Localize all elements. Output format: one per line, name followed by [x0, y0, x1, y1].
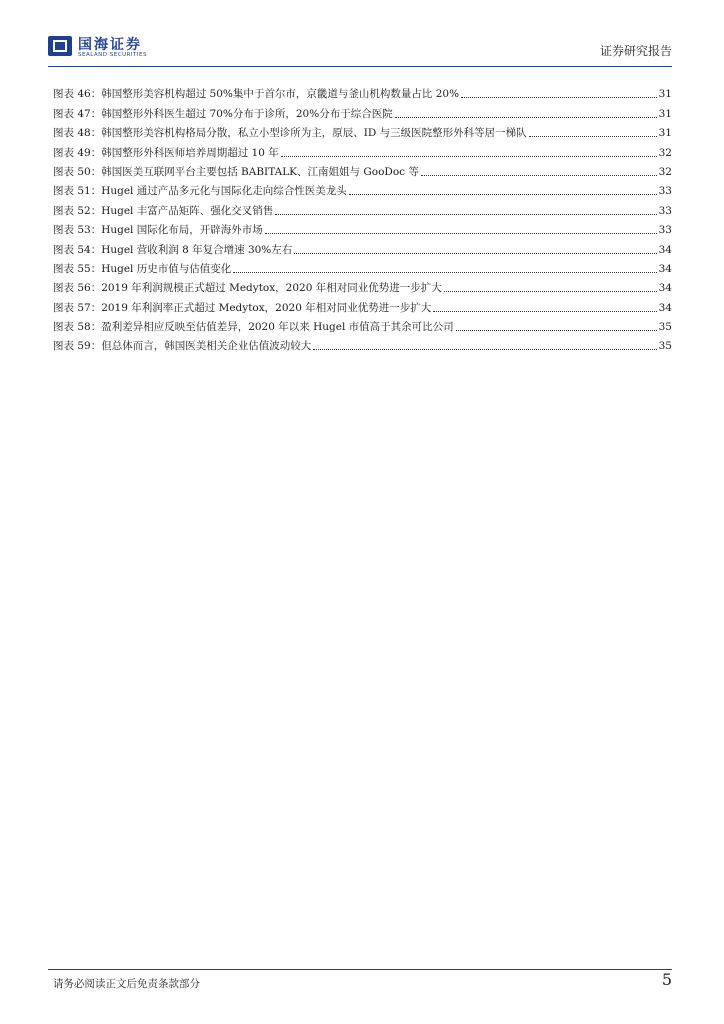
- toc-dot-leader: [433, 311, 656, 312]
- toc-entry-title: 图表 53：Hugel 国际化布局，开辟海外市场: [53, 224, 263, 237]
- toc-entry-title: 图表 59：但总体而言，韩国医美相关企业估值波动较大: [53, 340, 312, 353]
- toc-dot-leader: [275, 214, 656, 215]
- toc-entry[interactable]: [53, 295, 672, 314]
- toc-dot-leader: [461, 97, 657, 98]
- toc-dot-leader: [421, 175, 657, 176]
- toc-entry-title: 图表 49：韩国整形外科医师培养周期超过 10 年: [53, 146, 279, 159]
- page-header: [48, 34, 672, 64]
- toc-entry-title: 图表 47：韩国整形外科医生超过 70%分布于诊所，20%分布于综合医院: [53, 107, 393, 120]
- report-type-label: 证券研究报告: [599, 44, 672, 58]
- toc-entry[interactable]: [53, 237, 672, 256]
- toc-entry-title: 图表 52：Hugel 丰富产品矩阵、强化交叉销售: [53, 204, 274, 217]
- logo-icon: [48, 36, 72, 56]
- toc-dot-leader: [265, 233, 657, 234]
- toc-dot-leader: [395, 117, 657, 118]
- toc-dot-leader: [281, 156, 657, 157]
- toc-entry-page: 34: [658, 262, 672, 275]
- toc-entry[interactable]: [53, 179, 672, 198]
- toc-entry-title: 图表 54：Hugel 营收利润 8 年复合增速 30%左右: [53, 243, 293, 256]
- toc-entry-page: 33: [658, 204, 672, 217]
- toc-dot-leader: [294, 253, 656, 254]
- toc-dot-leader: [529, 136, 657, 137]
- toc-dot-leader: [313, 349, 656, 350]
- toc-entry-page: 33: [658, 224, 672, 237]
- toc-entry-page: 32: [658, 146, 672, 159]
- toc-entry[interactable]: [53, 160, 672, 179]
- toc-entry[interactable]: [53, 121, 672, 140]
- toc-entry-title: 图表 55：Hugel 历史市值与估值变化: [53, 262, 232, 275]
- toc-entry-title: 图表 50：韩国医美互联网平台主要包括 BABITALK、江南姐姐与 GooDoc 等: [53, 165, 419, 178]
- toc-entry[interactable]: [53, 82, 672, 101]
- toc-entry[interactable]: [53, 276, 672, 295]
- toc-entry[interactable]: [53, 218, 672, 237]
- toc-entry-title: 图表 51：Hugel 通过产品多元化与国际化走向综合性医美龙头: [53, 185, 347, 198]
- figure-index-list: [53, 82, 672, 353]
- toc-entry[interactable]: [53, 198, 672, 217]
- toc-entry[interactable]: [53, 315, 672, 334]
- toc-entry[interactable]: [53, 334, 672, 353]
- toc-entry-page: 34: [658, 243, 672, 256]
- toc-entry-title: 图表 58：盈利差异相应反映至估值差异，2020 年以来 Hugel 市值高于其余可比公司: [53, 321, 454, 334]
- toc-entry-title: 图表 57：2019 年利润率正式超过 Medytox，2020 年相对同业优势进一步扩大: [53, 301, 432, 314]
- footer-divider: [48, 969, 672, 970]
- toc-entry-page: 35: [658, 321, 672, 334]
- toc-dot-leader: [349, 194, 657, 195]
- toc-dot-leader: [456, 330, 657, 331]
- logo-name-en: SEALAND SECURITIES: [78, 52, 148, 58]
- toc-entry-page: 34: [658, 301, 672, 314]
- toc-entry[interactable]: [53, 101, 672, 120]
- toc-entry-title: 图表 56：2019 年利润规模正式超过 Medytox，2020 年相对同业优势进一步扩大: [53, 282, 442, 295]
- toc-entry-page: 34: [658, 282, 672, 295]
- header-divider: [48, 66, 672, 67]
- page-number: 5: [661, 970, 672, 989]
- logo-name-cn: 国海证券: [78, 37, 142, 53]
- toc-entry-page: 31: [658, 88, 672, 101]
- toc-entry-page: 35: [658, 340, 672, 353]
- toc-entry-title: 图表 48：韩国整形美容机构格局分散，私立小型诊所为主，原辰、ID 与三级医院整形外科等居一梯队: [53, 127, 527, 140]
- toc-dot-leader: [444, 291, 657, 292]
- toc-entry-page: 31: [658, 127, 672, 140]
- toc-entry-title: 图表 46：韩国整形美容机构超过 50%集中于首尔市，京畿道与釜山机构数量占比 20%: [53, 88, 460, 101]
- toc-entry-page: 32: [658, 165, 672, 178]
- toc-entry-page: 33: [658, 185, 672, 198]
- toc-entry[interactable]: [53, 257, 672, 276]
- toc-entry-page: 31: [658, 107, 672, 120]
- disclaimer-notice: 请务必阅读正文后免责条款部分: [53, 978, 200, 990]
- toc-entry[interactable]: [53, 140, 672, 159]
- toc-dot-leader: [233, 272, 656, 273]
